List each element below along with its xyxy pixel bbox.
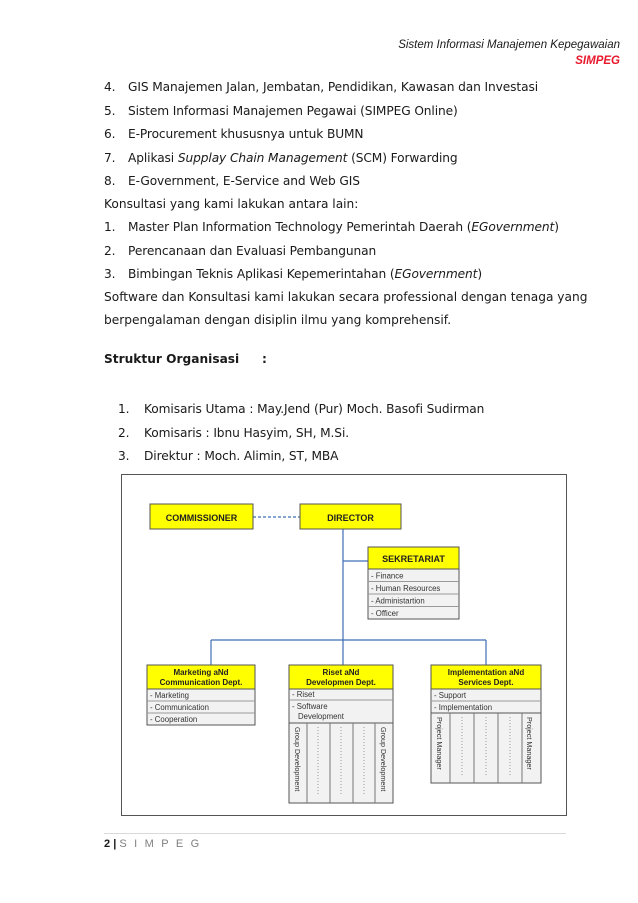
- commissioner-box: [150, 504, 253, 529]
- implementation-title: Services Dept.: [458, 678, 514, 687]
- footer-rule: [104, 833, 566, 834]
- header-subtitle: SIMPEG: [575, 55, 620, 67]
- group-development-label: Group Development: [293, 727, 302, 792]
- marketing-item: - Cooperation: [150, 715, 198, 724]
- section-title: Struktur Organisasi: [104, 352, 240, 366]
- riset-item: Development: [298, 712, 344, 721]
- implementation-item: - Support: [434, 691, 467, 700]
- sekretariat-item: - Administartion: [371, 596, 425, 606]
- marketing-dept-box: [147, 665, 255, 725]
- running-header: [398, 37, 620, 69]
- riset-item: - Software: [292, 702, 328, 711]
- riset-title: Developmen Dept.: [306, 678, 376, 687]
- commissioner-label: COMMISSIONER: [165, 513, 238, 523]
- header-title: Sistem Informasi Manajemen Kepegawaian: [398, 39, 620, 51]
- footer: [104, 838, 201, 850]
- sekretariat-item: - Finance: [371, 571, 404, 581]
- marketing-item: - Marketing: [150, 691, 189, 700]
- page-number: 2: [104, 838, 111, 850]
- group-development-label: Group Development: [379, 727, 388, 792]
- consult-intro: Konsultasi yang kami lakukan antara lain:: [104, 197, 359, 211]
- marketing-title: Communication Dept.: [159, 678, 243, 687]
- sekretariat-title: SEKRETARIAT: [382, 554, 445, 564]
- riset-title: Riset aNd: [322, 668, 360, 677]
- project-manager-label: Project Manager: [525, 717, 534, 770]
- director-label: DIRECTOR: [327, 513, 374, 523]
- project-manager-label: Project Manager: [435, 717, 444, 770]
- footer-separator: |: [113, 838, 117, 850]
- org-chart-diagram: [122, 475, 566, 815]
- footer-name: S I M P E G: [119, 838, 202, 850]
- section-colon: :: [262, 352, 267, 366]
- implementation-title: Implementation aNd: [447, 668, 525, 677]
- paragraph-line-2: berpengalaman dengan disiplin ilmu yang komprehensif.: [104, 313, 452, 327]
- marketing-item: - Communication: [150, 703, 209, 712]
- org-chart: [121, 474, 567, 816]
- implementation-dept-box: [431, 665, 541, 783]
- sekretariat-item: - Human Resources: [371, 584, 441, 593]
- riset-dept-box: [289, 665, 393, 803]
- marketing-title: Marketing aNd: [173, 668, 229, 677]
- paragraph-line-1: Software dan Konsultasi kami lakukan secara professional dengan tenaga yang: [104, 290, 588, 304]
- director-box: [300, 504, 401, 529]
- riset-item: - Riset: [292, 690, 315, 699]
- sekretariat-box: [368, 547, 459, 619]
- implementation-item: - Implementation: [434, 703, 493, 712]
- sekretariat-item: - Officer: [371, 609, 399, 618]
